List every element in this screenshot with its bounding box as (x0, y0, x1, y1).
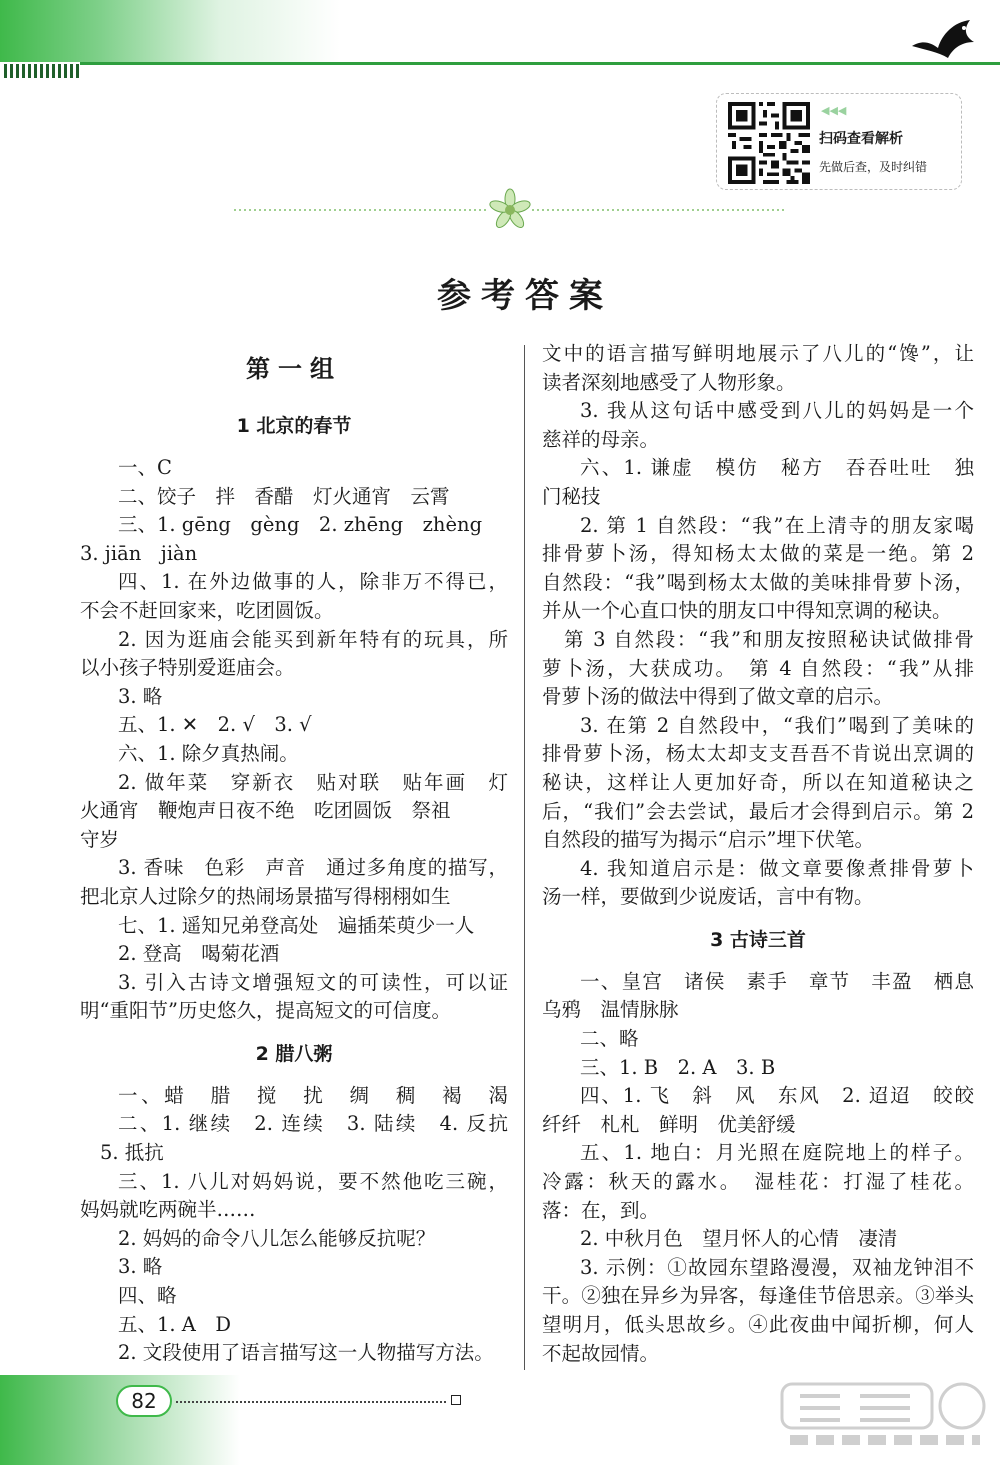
lesson-heading: 2 腊八粥 (255, 1042, 333, 1065)
answer-line: 第 3 自然段：“我”和朋友按照秘诀试做排骨 (564, 627, 974, 651)
answer-line: 排骨萝卜汤，得知杨太太做的菜是一绝。第 2 (542, 542, 974, 566)
answer-line: 三、1. gēng gèng 2. zhēng zhèng (118, 513, 483, 537)
answer-line: 2. 文段使用了语言描写这一人物描写方法。 (118, 1341, 494, 1365)
answer-line: 四、1. 在外边做事的人，除非万不得已， (118, 570, 508, 594)
qr-code-icon[interactable] (727, 102, 811, 184)
qr-card[interactable] (716, 93, 962, 190)
answer-line: 慈祥的母亲。 (542, 427, 660, 451)
answer-line: 一、蜡 腊 搅 扰 绸 稠 褐 渴 (118, 1083, 508, 1107)
answer-line: 七、1. 遥知兄弟登高处 遍插茱萸少一人 (118, 913, 475, 937)
arrows-icon: ◀◀◀ (821, 104, 847, 117)
answer-line: 后，“我们”会去尝试，最后才会得到启示。第 2 (542, 799, 974, 823)
left-column (80, 340, 508, 1368)
answer-line: 一、C (118, 456, 172, 479)
header-rule (80, 62, 1000, 65)
answer-line: 2. 中秋月色 望月怀人的心情 凄清 (580, 1227, 898, 1251)
answer-line: 3. 略 (118, 1255, 163, 1279)
answer-line: 一、皇宫 诸侯 素手 章节 丰盈 栖息 (580, 969, 974, 993)
bird-icon (908, 12, 978, 62)
answer-line: 2. 登高 喝菊花酒 (118, 942, 280, 966)
answer-line: 2. 因为逛庙会能买到新年特有的玩具，所 (118, 627, 508, 651)
answer-line: 4. 我知道启示是：做文章要像煮排骨萝卜 (580, 856, 974, 880)
answer-line: 萝卜汤，大获成功。 第 4 自然段：“我”从排 (542, 656, 974, 680)
answer-line: 读者深刻地感受了人物形象。 (542, 370, 796, 394)
page-title: 参考答案 (437, 276, 613, 316)
answer-line: 二、1. 继续 2. 连续 3. 陆续 4. 反抗 (118, 1112, 508, 1136)
answer-line: 二、饺子 拌 香醋 灯火通宵 云霄 (118, 484, 450, 508)
footer-dotted-rule (176, 1401, 446, 1403)
answer-line: 不会不赶回家来，吃团圆饭。 (80, 598, 334, 622)
answer-line: 乌鸦 温情脉脉 (542, 998, 679, 1022)
answer-line: 冷露：秋天的露水。 湿桂花：打湿了桂花。 (542, 1170, 974, 1194)
answer-line: 三、1. B 2. A 3. B (580, 1055, 776, 1079)
answer-line: 骨萝卜汤的做法中得到了做文章的启示。 (542, 685, 894, 709)
answer-line: 妈妈就吃两碗半…… (80, 1198, 256, 1222)
answer-line: 3. 在第 2 自然段中，“我们”喝到了美味的 (580, 713, 974, 737)
lesson-heading: 1 北京的春节 (236, 415, 352, 437)
answer-line: 明“重阳节”历史悠久，提高短文的可信度。 (80, 999, 451, 1023)
answer-line: 三、1. 八儿对妈妈说，要不然他吃三碗， (118, 1169, 508, 1193)
answer-line: 3. 示例：①故园东望路漫漫，双袖龙钟泪不 (580, 1255, 974, 1279)
answer-line: 秘诀，这样让人更加好奇，所以在知道秘诀之 (542, 770, 974, 794)
answer-line: 纤纤 札札 鲜明 优美舒缓 (542, 1112, 796, 1136)
qr-title: 扫码查看解析 (819, 131, 903, 147)
answer-line: 不起故园情。 (542, 1341, 660, 1365)
group-heading: 第一组 (246, 355, 342, 383)
answer-line: 五、1. 地白：月光照在庭院地上的样子。 (580, 1141, 974, 1165)
answer-line: 四、略 (118, 1284, 177, 1308)
answer-line: 3. jiān jiàn (80, 541, 198, 565)
answer-line: 自然段：“我”喝到杨太太做的美味排骨萝卜汤， (542, 570, 974, 594)
answer-line: 自然段的描写为揭示“启示”埋下伏笔。 (542, 828, 874, 852)
answer-line: 干。②独在异乡为异客，每逢佳节倍思亲。③举头 (542, 1284, 974, 1308)
answer-line: 3. 略 (118, 684, 163, 708)
column-divider (524, 345, 525, 1370)
answer-line: 四、1. 飞 斜 风 东风 2. 迢迢 皎皎 (580, 1084, 974, 1108)
answer-line: 并从一个心直口快的朋友口中得知烹调的秘诀。 (542, 599, 952, 623)
answer-line: 五、1. A D (118, 1312, 232, 1336)
qr-subtitle: 先做后查，及时纠错 (819, 160, 928, 174)
header-ticks (4, 64, 80, 78)
answer-line: 守岁 (80, 827, 120, 851)
page-number: 82 (116, 1385, 172, 1417)
answer-line: 文中的语言描写鲜明地展示了八儿的“馋”，让 (542, 342, 974, 365)
answer-line: 2. 第 1 自然段：“我”在上清寺的朋友家喝 (580, 513, 974, 537)
answer-line: 二、略 (580, 1027, 639, 1051)
watermark-logo-icon (780, 1380, 992, 1460)
answer-line: 3. 引入古诗文增强短文的可读性，可以证 (118, 970, 508, 994)
answer-line: 2. 做年菜 穿新衣 贴对联 贴年画 灯 (118, 770, 508, 794)
answer-line: 5. 抵抗 (100, 1141, 164, 1165)
flower-ornament-icon (230, 185, 790, 235)
right-column (542, 340, 974, 1368)
answer-line: 火通宵 鞭炮声日夜不绝 吃团圆饭 祭祖 (80, 799, 451, 823)
answer-line: 排骨萝卜汤，杨太太却支支吾吾不肯说出烹调的 (542, 742, 974, 766)
header-band (0, 0, 1000, 62)
answer-line: 3. 香味 色彩 声音 通过多角度的描写， (118, 856, 508, 880)
lesson-heading: 3 古诗三首 (710, 928, 806, 951)
answer-line: 五、1. ✕ 2. √ 3. √ (118, 713, 312, 737)
answer-line: 落：在，到。 (542, 1198, 660, 1222)
answer-line: 六、1. 除夕真热闹。 (118, 741, 299, 765)
answer-line: 门秘技 (542, 484, 601, 508)
answer-line: 把北京人过除夕的热闹场景描写得栩栩如生 (80, 884, 451, 908)
answer-line: 望明月，低头思故乡。④此夜曲中闻折柳，何人 (542, 1313, 974, 1336)
answer-line: 以小孩子特别爱逛庙会。 (80, 656, 295, 680)
answer-line: 2. 妈妈的命令八儿怎么能够反抗呢？ (118, 1226, 436, 1250)
square-icon (451, 1395, 461, 1405)
answer-line: 六、1. 谦虚 模仿 秘方 吞吞吐吐 独 (580, 456, 974, 480)
answer-line: 汤一样，要做到少说废话，言中有物。 (542, 885, 874, 909)
answer-line: 3. 我从这句话中感受到八儿的妈妈是一个 (580, 399, 974, 423)
